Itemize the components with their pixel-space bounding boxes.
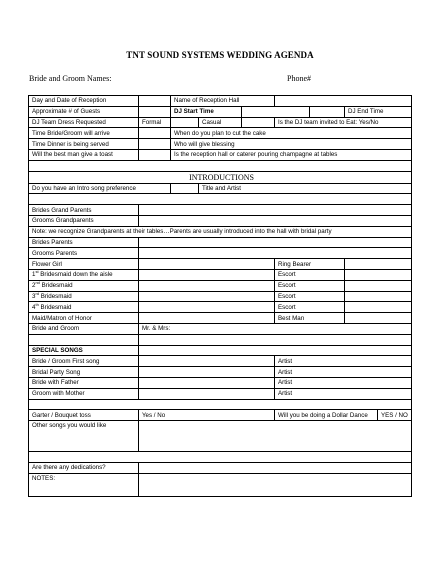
notes-label: NOTES: [29,473,139,496]
table-row [29,139,412,150]
dj-start-extra[interactable] [310,106,345,117]
groom-mother-label: Groom with Mother [29,388,139,399]
guests-field[interactable] [139,106,171,117]
names-line [29,74,414,83]
table-row [29,291,412,302]
bride-groom-label: Bride and Groom [29,323,139,334]
table-row [29,183,412,194]
intro-song-label: Do you have an Intro song preference [29,183,171,194]
bridesmaid-2-field[interactable] [139,280,275,291]
brides-grandparents-label: Brides Grand Parents [29,205,139,216]
grooms-grandparents-field[interactable] [139,215,412,226]
escort-label: Escort [275,280,345,291]
ordinal: 1 [32,271,36,279]
artist-label: Artist [275,367,412,378]
table-row [29,248,412,259]
table-row [29,313,412,324]
table-row [29,388,412,399]
ordinal-suffix: nd [35,280,40,286]
garter-yes-no[interactable]: Yes / No [139,410,275,421]
table-row [29,117,412,128]
table-row [29,215,412,226]
ordinal-suffix: st [35,269,39,275]
table-row [29,96,412,107]
blessing-label: Who will give blessing [171,139,412,150]
blank-row [29,160,412,171]
blank-row [29,399,412,410]
phone-label: Phone# [287,74,311,83]
table-row [29,473,412,496]
table-row [29,462,412,473]
table-row [29,171,412,183]
introductions-heading: INTRODUCTIONS [29,171,412,183]
table-row [29,452,412,463]
title-artist-label: Title and Artist [199,183,412,194]
artist-label: Artist [275,388,412,399]
first-song-field[interactable] [139,356,275,367]
special-songs-heading: SPECIAL SONGS [29,345,139,356]
garter-label: Garter / Bouquet toss [29,410,139,421]
table-row [29,160,412,171]
blank-cell [139,345,412,356]
bride-groom-names-label: Bride and Groom Names: [29,74,112,83]
table-row [29,399,412,410]
table-row [29,377,412,388]
first-song-label: Bride / Groom First song [29,356,139,367]
notes-field[interactable] [139,473,412,496]
reception-hall-label: Name of Reception Hall [171,96,275,107]
page-title: TNT SOUND SYSTEMS WEDDING AGENDA [126,50,314,60]
table-row [29,302,412,313]
table-row [29,149,412,160]
flower-girl-label: Flower Girl [29,259,139,270]
blank-row [29,194,412,205]
reception-hall-field[interactable] [275,96,412,107]
escort-label: Escort [275,291,345,302]
table-row [29,356,412,367]
ordinal: 2 [32,282,36,290]
escort-field[interactable] [345,302,412,313]
escort-label: Escort [275,302,345,313]
table-row [29,334,412,345]
dinner-label: Time Dinner is being served [29,139,139,150]
formal-option[interactable]: Formal [139,117,171,128]
escort-field[interactable] [345,269,412,280]
best-man-field[interactable] [345,313,412,324]
dj-start-label: DJ Start Time [171,106,242,117]
mr-mrs-field[interactable]: Mr. & Mrs: [139,323,412,334]
dedications-field[interactable] [139,462,412,473]
dollar-dance-yes-no[interactable]: YES / NO [378,410,412,421]
brides-grandparents-field[interactable] [139,205,412,216]
bridesmaid-text: Bridesmaid [39,282,73,290]
bridesmaid-1-field[interactable] [139,269,275,280]
bridesmaid-3-field[interactable] [139,291,275,302]
other-songs-label: Other songs you would like [29,421,139,452]
escort-field[interactable] [345,291,412,302]
grooms-parents-field[interactable] [139,248,412,259]
table-row [29,410,412,421]
ring-bearer-label: Ring Bearer [275,259,345,270]
intro-song-field[interactable] [171,183,199,194]
dress-label: DJ Team Dress Requested [29,117,139,128]
brides-parents-field[interactable] [139,237,412,248]
best-man-label: Best Man [275,313,345,324]
dinner-field[interactable] [139,139,171,150]
table-row [29,128,412,139]
table-row [29,226,412,237]
table-row [29,367,412,378]
agenda-form [28,95,412,497]
other-songs-field[interactable] [139,421,412,452]
table-row [29,280,412,291]
table-row [29,205,412,216]
blank-cell [139,334,412,345]
groom-mother-field[interactable] [139,388,275,399]
cake-label: When do you plan to cut the cake [171,128,412,139]
artist-label: Artist [275,377,412,388]
dj-eat-label: Is the DJ team invited to Eat: Yes/No [275,117,412,128]
ordinal: 4 [32,303,36,311]
arrive-label: Time Bride/Groom will arrive [29,128,139,139]
blank-row [29,452,412,463]
ordinal-suffix: rd [35,291,40,296]
bridesmaid-4-label [29,302,139,313]
dollar-dance-label: Will you be doing a Dollar Dance [275,410,378,421]
bridesmaid-3-label [29,291,139,302]
arrive-field[interactable] [139,128,171,139]
grooms-parents-label: Grooms Parents [29,248,139,259]
toast-field[interactable] [139,149,171,160]
day-date-label: Day and Date of Reception [29,96,139,107]
escort-label: Escort [275,269,345,280]
artist-label: Artist [275,356,412,367]
bridal-party-song-label: Bridal Party Song [29,367,139,378]
bride-father-field[interactable] [139,377,275,388]
toast-label: Will the best man give a toast [29,149,139,160]
bridesmaid-2-label [29,280,139,291]
table-row [29,237,412,248]
bridesmaid-4-field[interactable] [139,302,275,313]
guests-label: Approximate # of Guests [29,106,139,117]
casual-check[interactable] [242,117,275,128]
grooms-grandparents-label: Grooms Grandparents [29,215,139,226]
table-row [29,323,412,334]
bridesmaid-text: Bridesmaid [38,303,72,311]
escort-field[interactable] [345,280,412,291]
blank-cell [29,334,139,345]
table-row [29,259,412,270]
table-row [29,106,412,117]
table-row [29,421,412,452]
casual-option[interactable]: Casual [199,117,242,128]
table-row [29,194,412,205]
maid-honor-field[interactable] [139,313,275,324]
brides-parents-label: Brides Parents [29,237,139,248]
maid-honor-label: Maid/Matron of Honor [29,313,139,324]
grandparents-note: Note: we recognize Grandparents at their tables…Parents are usually introduced into the hall with bridal party [29,226,412,237]
bridal-party-song-field[interactable] [139,367,275,378]
bridesmaid-text: Bridesmaid down the aisle [38,271,113,279]
table-row [29,345,412,356]
bride-father-label: Bride with Father [29,377,139,388]
table-row [29,269,412,280]
ordinal-suffix: th [35,301,39,307]
flower-girl-field[interactable] [139,259,275,270]
day-date-field[interactable] [139,96,171,107]
ring-bearer-field[interactable] [345,259,412,270]
ordinal: 3 [32,292,36,300]
dj-start-field[interactable] [242,106,310,117]
bridesmaid-text: Bridesmaid [39,292,72,300]
bridesmaid-1-label [29,269,139,280]
dedications-label: Are there any dedications? [29,462,139,473]
formal-check[interactable] [171,117,199,128]
dj-end-label: DJ End Time [345,106,412,117]
champagne-label: Is the reception hall or caterer pouring champagne at tables [171,149,412,160]
